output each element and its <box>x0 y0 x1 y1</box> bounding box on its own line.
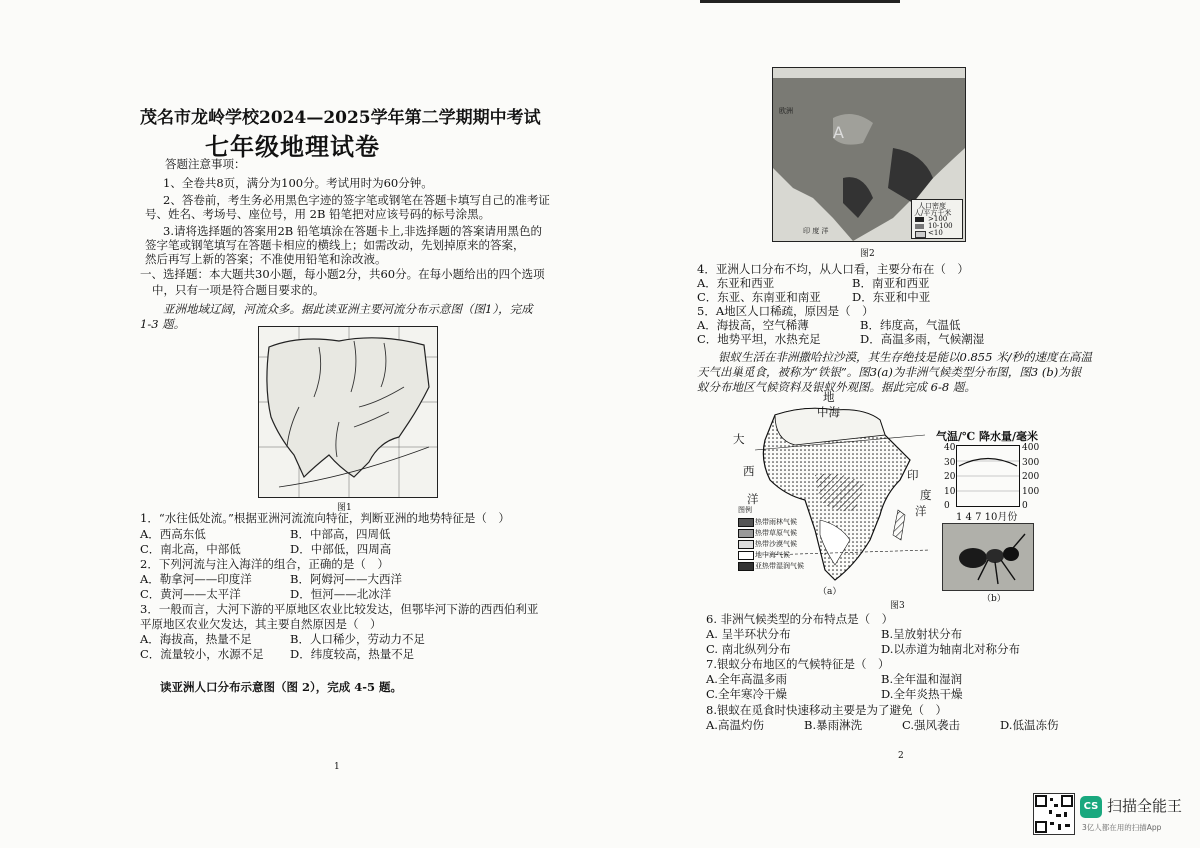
note-line: 2、答卷前，考生务必用黑色字迹的签字笔或钢笔在答题卡填写自己的准考证 <box>163 193 550 207</box>
question-2: 2．下列河流与注入海洋的组合，正确的是（ ） <box>140 557 389 571</box>
silver-ant-photo <box>942 523 1034 591</box>
legend-item: 热带沙漠气候 <box>755 540 797 548</box>
watermark-brand: 扫描全能王 <box>1107 797 1183 815</box>
svg-text:A: A <box>833 123 844 142</box>
intro-q6-8: 银蚁生活在非洲撒哈拉沙漠，其生存绝技是能以0.855 米/秒的速度在高温 <box>718 350 1092 364</box>
q4-option-b: B．南亚和西亚 <box>852 276 930 290</box>
label-da: 大 <box>733 432 745 446</box>
note-line: 然后再写上新的答案；不准使用铅笔和涂改液。 <box>145 252 387 266</box>
q1-option-b: B．中部高，四周低 <box>290 527 391 541</box>
month-axis: 1 4 7 10月份 <box>956 512 1018 523</box>
q6-options-row <box>706 642 1056 657</box>
q5-option-a: A．海拔高，空气稀薄 <box>697 318 809 332</box>
page-number: 1 <box>334 762 340 772</box>
q7-option-c: C.全年寒冷干燥 <box>706 687 788 701</box>
q3-option-d: D．纬度较高，热量不足 <box>290 647 415 661</box>
q1-option-d: D．中部低，四周高 <box>290 542 392 556</box>
q8-option-a: A.高温灼伤 <box>706 718 764 732</box>
q3-options-row <box>140 632 440 647</box>
legend-title: 人口密度 <box>918 202 946 210</box>
question-1: 1．“水往低处流。”根据亚洲河流流向特征，判断亚洲的地势特征是（ ） <box>140 511 510 525</box>
q5-option-c: C．地势平坦，水热充足 <box>697 332 821 346</box>
question-6: 6. 非洲气候类型的分布特点是（ ） <box>706 612 894 626</box>
legend-swatch <box>738 518 754 527</box>
q7-option-b: B.全年温和湿润 <box>881 672 963 686</box>
legend-unit: 人/平方千米 <box>914 209 952 217</box>
legend-swatch <box>738 529 754 538</box>
legend-heading: 图例 <box>738 506 752 514</box>
fig2-caption: 图2 <box>860 249 875 259</box>
watermark-subtitle: 3亿人都在用的扫描App <box>1082 823 1162 832</box>
q1-option-a: A．西高东低 <box>140 527 206 541</box>
question-5: 5．A地区人口稀疏，原因是（ ） <box>697 304 874 318</box>
legend-item: 地中海气候 <box>755 551 790 559</box>
q8-option-c: C.强风袭击 <box>902 718 961 732</box>
intro-q6-8-cont: 蚁分布地区气候资料及银蚁外观图。据此完成 6-8 题。 <box>697 380 976 394</box>
q1-options-row <box>140 527 440 542</box>
legend-swatch <box>915 224 924 229</box>
note-line: 1、全卷共8页，满分为100分。考试用时为60分钟。 <box>163 176 433 190</box>
q3-options-row <box>140 647 440 662</box>
legend-swatch <box>738 540 754 549</box>
q6-option-c: C. 南北纵列分布 <box>706 642 791 656</box>
question-4: 4．亚洲人口分布不均，从人口看，主要分布在（ ） <box>697 262 969 276</box>
question-8: 8.银蚁在觅食时快速移动主要是为了避免（ ） <box>706 703 947 717</box>
q2-option-d: D．恒河——北冰洋 <box>290 587 392 601</box>
q4-option-c: C．东亚、东南亚和南亚 <box>697 290 821 304</box>
asia-river-map <box>258 326 438 498</box>
climate-chart <box>956 445 1020 507</box>
legend-item: 热带草原气候 <box>755 529 797 537</box>
q6-options-row <box>706 627 1056 642</box>
label-yang: 洋 <box>747 492 759 506</box>
label-indian-ocean: 印 度 洋 <box>803 227 829 235</box>
q5-option-b: B．纬度高，气温低 <box>860 318 961 332</box>
fig1-caption: 图1 <box>337 503 352 513</box>
q8-option-b: B.暴雨淋洗 <box>804 718 863 732</box>
q1-options-row <box>140 542 440 557</box>
question-3-cont: 平原地区农业欠发达，其主要自然原因是（ ） <box>140 617 382 631</box>
fig2-legend <box>911 199 963 239</box>
note-line: 号、姓名、考场号、座位号，用 2B 铅笔把对应该号码的标号涂黑。 <box>145 207 491 221</box>
q4-options-row <box>697 290 1002 305</box>
legend-item: 热带雨林气候 <box>755 518 797 526</box>
page-edge-shadow <box>700 0 900 3</box>
temp-axis-ticks: 40 30 20 10 0 <box>944 443 956 511</box>
exam-page-2 <box>600 0 1200 848</box>
notes-heading: 答题注意事项： <box>165 157 246 171</box>
asia-population-map <box>772 67 966 242</box>
q7-options-row <box>706 672 1056 687</box>
label-du: 度 <box>920 488 932 502</box>
page-number: 2 <box>898 751 904 761</box>
qr-code <box>1033 793 1075 835</box>
label-europe: 欧洲 <box>779 107 793 115</box>
fig3a-label: （a） <box>818 587 842 597</box>
legend-swatch <box>738 551 754 560</box>
q2-options-row <box>140 572 440 587</box>
note-line: 签字笔或钢笔填写在答题卡相应的横线上；如需改动，先划掉原来的答案， <box>145 238 525 252</box>
intro-q6-8-cont: 天气出巢觅食，被称为“铁银”。图3(a)为非洲气候类型分布图，图3 (b)为银 <box>697 365 1082 379</box>
label-mediterranean: 中海 <box>817 405 840 419</box>
q1-option-c: C．南北高，中部低 <box>140 542 241 556</box>
silver-ant-drawing <box>943 524 1033 590</box>
q2-option-c: C．黄河——太平洋 <box>140 587 241 601</box>
label-yang2: 洋 <box>915 504 927 518</box>
q7-option-d: D.全年炎热干燥 <box>881 687 963 701</box>
legend-item: >100 <box>928 215 948 223</box>
fig3-caption: 图3 <box>890 601 905 611</box>
intro-q4-5: 读亚洲人口分布示意图（图 2），完成 4-5 题。 <box>160 680 403 694</box>
q5-options-row <box>697 332 1010 347</box>
q4-option-a: A．东亚和西亚 <box>697 276 775 290</box>
legend-swatch <box>738 562 754 571</box>
exam-title: 茂名市龙岭学校2024—2025学年第二学期期中考试 <box>140 108 541 128</box>
question-7: 7.银蚁分布地区的气候特征是（ ） <box>706 657 890 671</box>
section-heading-cont: 中，只有一项是符合题目要求的。 <box>152 283 325 297</box>
q2-option-b: B．阿姆河——大西洋 <box>290 572 402 586</box>
q4-option-d: D．东亚和中亚 <box>852 290 931 304</box>
q5-option-d: D．高温多雨，气候潮湿 <box>860 332 985 346</box>
q3-option-c: C．流量较小，水源不足 <box>140 647 264 661</box>
label-di: 地 <box>823 390 835 404</box>
precip-axis-ticks: 400 300 200 100 0 <box>1022 443 1040 511</box>
question-3: 3．一般而言，大河下游的平原地区农业比较发达，但鄂毕河下游的西西伯利亚 <box>140 602 539 616</box>
climate-chart-header: 气温/℃ 降水量/毫米 <box>936 430 1039 443</box>
note-line: 3.请将选择题的答案用2B 铅笔填涂在答题卡上,非选择题的答案请用黑色的 <box>163 224 543 238</box>
q3-option-b: B．人口稀少，劳动力不足 <box>290 632 425 646</box>
asia-river-map-drawing <box>259 327 437 497</box>
legend-item: 10-100 <box>928 222 953 230</box>
q2-option-a: A．勒拿河——印度洋 <box>140 572 252 586</box>
africa-climate-map <box>733 390 935 596</box>
legend-swatch <box>915 217 924 222</box>
intro-q1-3: 亚洲地域辽阔，河流众多。据此读亚洲主要河流分布示意图（图1），完成 <box>163 302 533 316</box>
label-yin: 印 <box>907 468 919 482</box>
legend-swatch <box>915 231 926 238</box>
q6-option-d: D.以赤道为轴南北对称分布 <box>881 642 1020 656</box>
q6-option-b: B.呈放射状分布 <box>881 627 963 641</box>
q8-option-d: D.低温冻伤 <box>1000 718 1059 732</box>
label-xi: 西 <box>743 464 755 478</box>
camscanner-logo-icon: CS <box>1080 796 1102 818</box>
legend-item: 亚热带湿润气候 <box>755 562 804 570</box>
qr-code-drawing <box>1034 794 1074 834</box>
q8-options-row <box>706 718 1098 733</box>
exam-subtitle: 七年级地理试卷 <box>205 132 380 161</box>
q4-options-row <box>697 276 1002 291</box>
climate-chart-drawing <box>957 446 1019 506</box>
q7-options-row <box>706 687 1056 702</box>
intro-q1-3-cont: 1-3 题。 <box>140 317 186 331</box>
q2-options-row <box>140 587 440 602</box>
section-heading: 一、选择题：本大题共30小题，每小题2分，共60分。在每小题给出的四个选项 <box>140 267 545 281</box>
q5-options-row <box>697 318 1010 333</box>
fig3b-label: （b） <box>982 594 1006 604</box>
legend-item: <10 <box>928 229 943 237</box>
q7-option-a: A.全年高温多雨 <box>706 672 787 686</box>
q3-option-a: A．海拔高，热量不足 <box>140 632 252 646</box>
q6-option-a: A. 呈半环状分布 <box>706 627 791 641</box>
